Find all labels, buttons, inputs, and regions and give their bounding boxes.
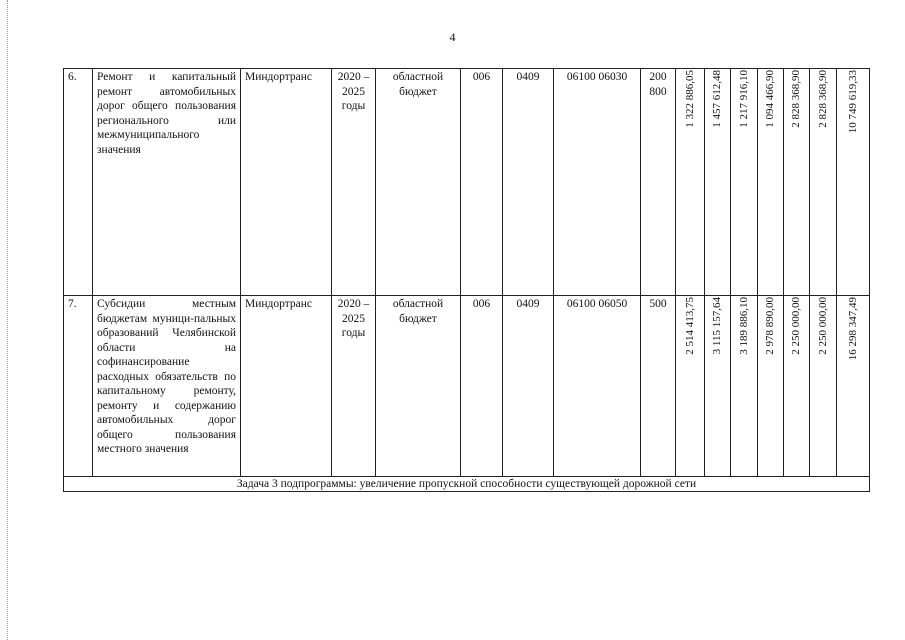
amount-2022: 3 189 886,10: [731, 296, 758, 477]
table-row: [64, 296, 870, 477]
amount-total: 16 298 347,49: [837, 296, 870, 477]
period: 2020 – 2025 годы: [332, 296, 376, 477]
task-row: [64, 477, 870, 492]
amount-2020: 2 514 413,75: [676, 296, 705, 477]
amount-2024: 2 828 368,90: [784, 69, 810, 296]
measure-name: Субсидии местным бюджетам муници-пальных образований Челябинской области на софинансирование расходных обязательств по капитальному ремонту, ремонту и содержанию автомобильных дорог общего пользования местного значения: [93, 296, 241, 477]
expense-type: 500: [641, 296, 676, 477]
expense-type: 200 800: [641, 69, 676, 296]
period: 2020 – 2025 годы: [332, 69, 376, 296]
target-article: 06100 06030: [554, 69, 641, 296]
target-article: 06100 06050: [554, 296, 641, 477]
amount-2023: 1 094 466,90: [758, 69, 784, 296]
measure-name: Ремонт и капитальный ремонт автомобильных дорог общего пользования регионального или межмуниципального значения: [93, 69, 241, 296]
amount-2025: 2 250 000,00: [810, 296, 837, 477]
amount-2024: 2 250 000,00: [784, 296, 810, 477]
amount-2025: 2 828 368,90: [810, 69, 837, 296]
executor: Миндортранс: [241, 296, 332, 477]
table-row: [64, 69, 870, 296]
funding-source: областной бюджет: [376, 296, 461, 477]
funding-source: областной бюджет: [376, 69, 461, 296]
amount-2022: 1 217 916,10: [731, 69, 758, 296]
page-edge-rule: [7, 0, 8, 640]
grbs-code: 006: [461, 69, 503, 296]
section-code: 0409: [503, 296, 554, 477]
amount-2021: 3 115 157,64: [705, 296, 731, 477]
grbs-code: 006: [461, 296, 503, 477]
page-number: 4: [449, 30, 456, 44]
amount-total: 10 749 619,33: [837, 69, 870, 296]
section-code: 0409: [503, 69, 554, 296]
task-heading: Задача 3 подпрограммы: увеличение пропускной способности существующей дорожной сети: [64, 477, 870, 492]
row-number: 7.: [64, 296, 93, 477]
amount-2021: 1 457 612,48: [705, 69, 731, 296]
budget-table: [63, 68, 870, 492]
amount-2023: 2 978 890,00: [758, 296, 784, 477]
executor: Миндортранс: [241, 69, 332, 296]
amount-2020: 1 322 886,05: [676, 69, 705, 296]
row-number: 6.: [64, 69, 93, 296]
